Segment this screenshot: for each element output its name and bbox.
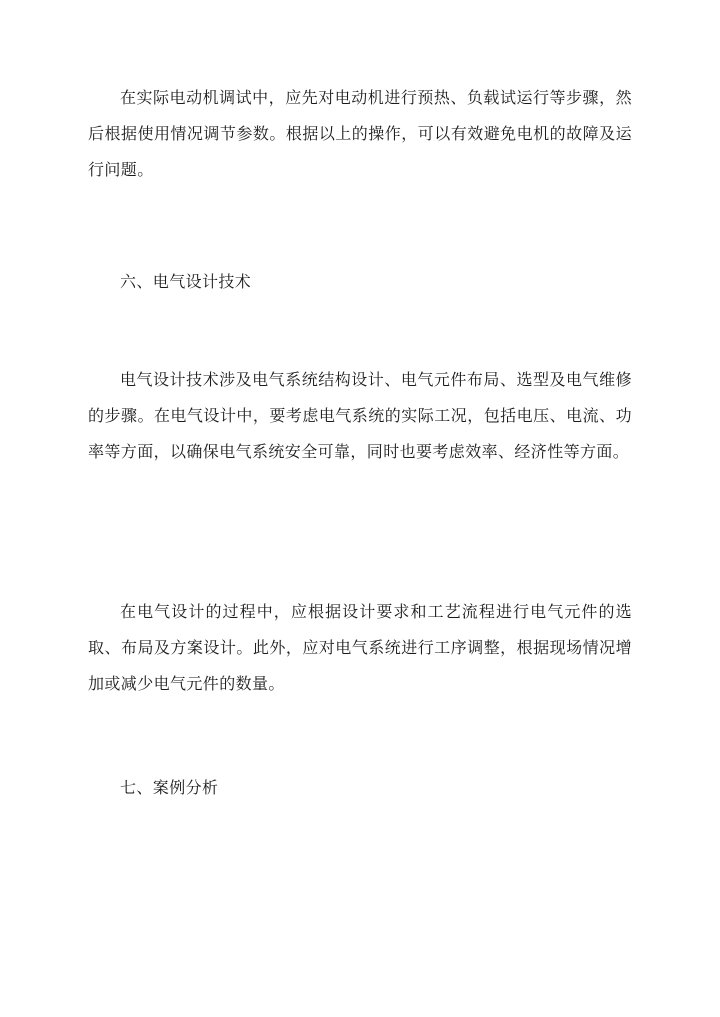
paragraph-electrical-design-process: 在电气设计的过程中，应根据设计要求和工艺流程进行电气元件的选取、布局及方案设计。此外，应对电气系统进行工序调整，根据现场情况增加或减少电气元件的数量。 [88,602,632,693]
section-heading-case-analysis: 七、案例分析 [120,778,219,797]
section-heading-electrical-design: 六、电气设计技术 [120,272,252,291]
paragraph-electrical-design-scope: 电气设计技术涉及电气系统结构设计、电气元件布局、选型及电气维修的步骤。在电气设计中，要考虑电气系统的实际工况，包括电压、电流、功率等方面，以确保电气系统安全可靠，同时也要考虑效率、经济性等方面。 [88,370,632,461]
paragraph-motor-debugging: 在实际电动机调试中，应先对电动机进行预热、负载试运行等步骤，然后根据使用情况调节参数。根据以上的操作，可以有效避免电机的故障及运行问题。 [88,88,632,179]
